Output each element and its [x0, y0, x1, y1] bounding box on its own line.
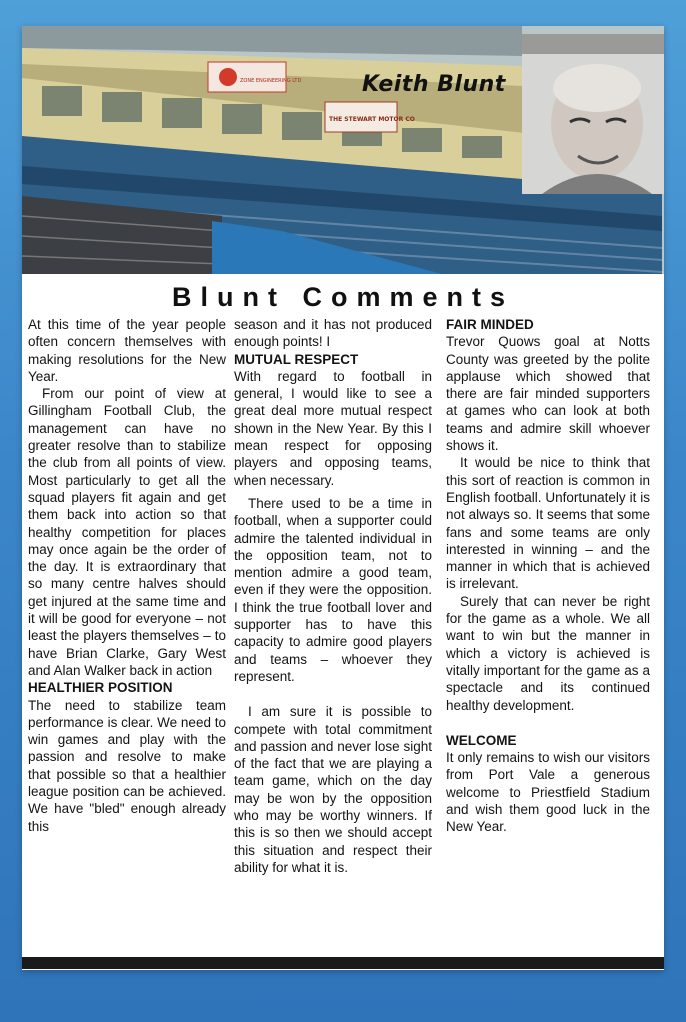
paragraph: It would be nice to think that this sort of reaction is common in English football. Unfortunately it is not always so. It seems that some fans and some teams are only interested in winning – and the manner in which that is achieved is irrelevant.	[446, 455, 650, 592]
paragraph: Surely that can never be right for the game as a whole. We all want to win but the manner in which a victory is achieved is vitally important for the game as a spectacle and its continued healthy development.	[446, 593, 650, 713]
page-title: Blunt Comments	[172, 282, 514, 312]
paragraph: From our point of view at Gillingham Football Club, the management can have no greater resolve than to stabilize the club from all points of view. Most particularly to get all the squad players fit again and get them back into action so that healthy competition for places may once again be the order of the day. It is extraordinary that so many centre halves should get injured at the same time and it will be good for everyone – not least the players themselves – to have Brian Clarke, Gary West and Alan Walker back in action	[28, 386, 226, 678]
paragraph: With regard to football in general, I would like to see a great deal more mutual respect shown in the New Year. By this I mean respect for opposing players and opposing teams, when necessary.	[234, 368, 432, 488]
bottom-rule	[22, 957, 664, 969]
byline-author: Keith Blunt	[362, 72, 506, 97]
section-heading-fair-minded: FAIR MINDED	[446, 317, 534, 332]
article-column-1	[28, 316, 226, 835]
article-column-2	[234, 316, 432, 876]
section-heading-welcome: WELCOME	[446, 732, 517, 748]
paragraph: season and it has not produced enough points! I	[234, 317, 432, 350]
article-column-3	[446, 316, 650, 836]
paragraph: There used to be a time in football, when a supporter could admire the talented individual in the opposition team, not to mention admire a good team, even if they were the opposition. I think the true football lover and supporter has to have this capacity to admire good players and teams – whoever they represent.	[234, 495, 432, 684]
programme-page	[22, 26, 664, 970]
section-heading-healthier-position: HEALTHIER POSITION	[28, 680, 173, 696]
stadium-photo	[22, 26, 664, 274]
paragraph: It only remains to wish our visitors from Port Vale a generous welcome to Priestfield Stadium and wish them good luck in the New Year.	[446, 750, 650, 835]
stadium-stand-illustration	[22, 26, 664, 274]
paragraph: Trevor Quows goal at Notts County was greeted by the polite applause which showed that there are fair minded supporters at games who can look at both teams and admire skill whoever shows it.	[446, 334, 650, 454]
sign-stewart: THE STEWART MOTOR CO	[329, 116, 415, 123]
paragraph: I am sure it is possible to compete with total commitment and passion and never lose sight of the fact that we are playing a team game, which on the day may be won by the opposition who may be worthy winners. If this is so then we should accept this situation and respect their ability for what it is.	[234, 704, 432, 875]
paragraph: The need to stabilize team performance is clear. We need to win games and play with the passion and resolve to make that possible so that a healthier league position can be achieved. We have "bled" enough already this	[28, 697, 226, 834]
sign-zone: ZONE ENGINEERING LTD	[240, 78, 302, 84]
paragraph: At this time of the year people often concern themselves with making resolutions for the New Year.	[28, 317, 226, 384]
section-heading-mutual-respect: MUTUAL RESPECT	[234, 351, 359, 367]
